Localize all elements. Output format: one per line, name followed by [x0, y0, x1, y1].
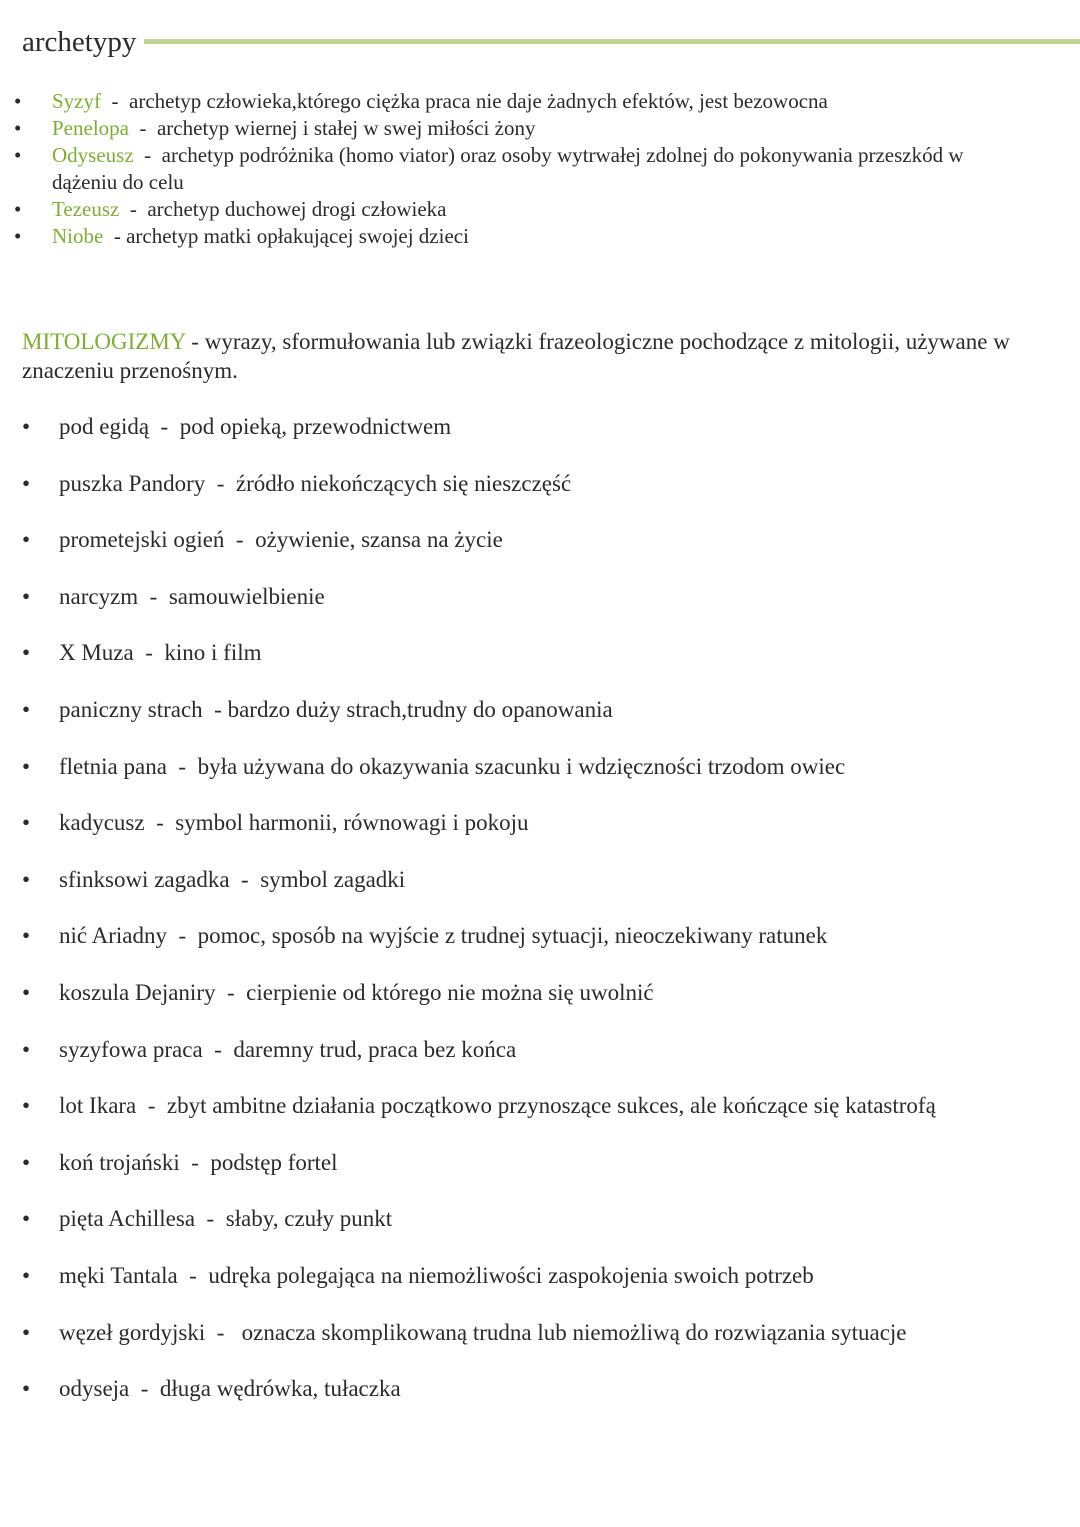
list-item — [22, 1257, 1072, 1314]
bullet-icon: • — [14, 143, 22, 167]
phrase-text: odyseja - długa wędrówka, tułaczka — [59, 1376, 401, 1402]
bullet-icon: • — [22, 470, 31, 496]
bullet-icon: • — [22, 1319, 31, 1345]
archetypes-list — [14, 88, 1014, 250]
archetype-name: Odyseusz — [52, 143, 134, 167]
phrase-text: węzeł gordyjski - oznacza skomplikowaną trudna lub niemożliwą do rozwiązania sytuacje — [59, 1319, 907, 1345]
bullet-icon: • — [14, 89, 22, 113]
mitologizmy-definition — [22, 327, 1012, 385]
phrase-text: pod egidą - pod opieką, przewodnictwem — [59, 414, 452, 439]
bullet-icon: • — [22, 640, 31, 666]
list-item — [14, 142, 1014, 196]
phrase-text: syzyfowa praca - daremny trud, praca bez końca — [59, 1036, 517, 1062]
phrase-text: narcyzm - samouwielbienie — [59, 583, 325, 609]
phrase-text: kadycusz - symbol harmonii, równowagi i pokoju — [59, 810, 529, 836]
bullet-icon: • — [14, 197, 22, 221]
phrase-text: lot Ikara - zbyt ambitne działania początkowo przynoszące sukces, ale kończące się katastrofą — [59, 1093, 936, 1119]
phrase-text: prometejski ogień - ożywienie, szansa na życie — [59, 527, 503, 553]
mitologizmy-list — [22, 408, 1072, 1427]
phrase-text: fletnia pana - była używana do okazywania szacunku i wdzięczności trzodom owiec — [59, 753, 846, 779]
bullet-icon: • — [22, 1376, 31, 1402]
list-item — [22, 691, 1072, 748]
list-item — [22, 408, 1072, 465]
archetype-description: archetyp matki opłakującej swojej dzieci — [126, 224, 469, 248]
archetype-name: Syzyf — [52, 89, 101, 113]
separator: - — [133, 143, 162, 167]
mitologizmy-term: MITOLOGIZMY — [22, 329, 186, 354]
separator: - — [128, 116, 157, 140]
list-item — [22, 1200, 1072, 1257]
list-item — [22, 861, 1072, 918]
phrase-text: koszula Dejaniry - cierpienie od którego nie można się uwolnić — [59, 979, 654, 1005]
bullet-icon: • — [14, 224, 22, 248]
list-item — [22, 917, 1072, 974]
archetype-name: Niobe — [52, 224, 104, 248]
bullet-icon: • — [22, 1206, 31, 1232]
list-item — [14, 88, 1014, 115]
bullet-icon: • — [22, 810, 31, 836]
bullet-icon: • — [22, 414, 31, 439]
section-header — [22, 22, 1080, 62]
phrase-text: paniczny strach - bardzo duży strach,trudny do opanowania — [59, 696, 613, 722]
separator: - — [119, 197, 148, 221]
phrase-text: męki Tantala - udręka polegająca na niemożliwości zaspokojenia swoich potrzeb — [59, 1262, 814, 1288]
list-item — [14, 196, 1014, 223]
bullet-icon: • — [22, 1036, 31, 1062]
phrase-text: puszka Pandory - źródło niekończących się nieszczęść — [59, 470, 572, 496]
list-item — [14, 223, 1014, 250]
phrase-text: sfinksowi zagadka - symbol zagadki — [59, 866, 406, 892]
bullet-icon: • — [14, 116, 22, 140]
archetype-description: archetyp duchowej drogi człowieka — [147, 197, 447, 221]
bullet-icon: • — [22, 753, 31, 779]
bullet-icon: • — [22, 1093, 31, 1119]
bullet-icon: • — [22, 527, 31, 553]
list-item — [22, 465, 1072, 522]
bullet-icon: • — [22, 979, 31, 1005]
list-item — [22, 748, 1072, 805]
archetype-description: archetyp wiernej i stałej w swej miłości żony — [156, 116, 536, 140]
phrase-text: koń trojański - podstęp fortel — [59, 1149, 338, 1175]
phrase-text: pięta Achillesa - słaby, czuły punkt — [59, 1206, 393, 1232]
list-item — [14, 115, 1014, 142]
phrase-text: nić Ariadny - pomoc, sposób na wyjście z trudnej sytuacji, nieoczekiwany ratunek — [59, 923, 828, 949]
list-item — [22, 521, 1072, 578]
list-item — [22, 1370, 1072, 1427]
list-item — [22, 1314, 1072, 1371]
archetype-name: Tezeusz — [52, 197, 120, 221]
bullet-icon: • — [22, 1149, 31, 1175]
separator: - — [103, 224, 127, 248]
list-item — [22, 804, 1072, 861]
bullet-icon: • — [22, 923, 31, 949]
list-item — [22, 634, 1072, 691]
archetype-name: Penelopa — [52, 116, 129, 140]
list-item — [22, 578, 1072, 635]
list-item — [22, 1087, 1072, 1144]
archetype-description: archetyp podróżnika (homo viator) oraz osoby wytrwałej zdolnej do pokonywania przeszkód w dążeniu do celu — [52, 143, 964, 194]
bullet-icon: • — [22, 1262, 31, 1288]
separator: - — [101, 89, 129, 113]
archetype-description: archetyp człowieka,którego ciężka praca nie daje żadnych efektów, jest bezowocna — [129, 89, 828, 113]
bullet-icon: • — [22, 583, 31, 609]
bullet-icon: • — [22, 866, 31, 892]
header-divider — [144, 39, 1080, 44]
list-item — [22, 1031, 1072, 1088]
section-title: archetypy — [22, 26, 137, 58]
list-item — [22, 974, 1072, 1031]
mitologizmy-text: - wyrazy, sformułowania lub związki frazeologiczne pochodzące z mitologii, używane w znaczeniu przenośnym. — [22, 329, 1010, 383]
bullet-icon: • — [22, 696, 31, 722]
phrase-text: X Muza - kino i film — [59, 640, 262, 666]
list-item — [22, 1144, 1072, 1201]
